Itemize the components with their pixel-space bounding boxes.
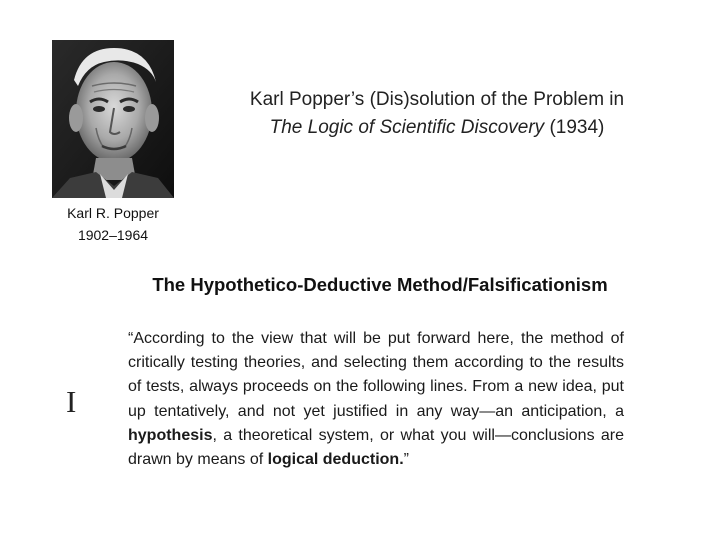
section-heading: The Hypothetico-Deductive Method/Falsificationism bbox=[152, 274, 608, 295]
quote-text-1: “According to the view that will be put forward here, the method of critically testing theories, and selecting them according to the results of tests, always proceeds on the following lines. From a new idea, put up tentatively, and not yet justified in any way—an anticipation, a bbox=[128, 330, 624, 420]
quote-text-2: , a theoretical system, or what you will—conclusions are drawn by means of bbox=[128, 426, 624, 469]
portrait-caption-dates: 1902–1964 bbox=[77, 227, 149, 243]
section-numeral: I bbox=[66, 384, 77, 419]
title-book: The Logic of Scientific Discovery bbox=[269, 117, 545, 138]
title-year: (1934) bbox=[549, 117, 605, 138]
title-line-2 bbox=[206, 114, 668, 142]
quote-text-3: ” bbox=[403, 451, 409, 469]
popper-quote bbox=[128, 327, 624, 472]
quote-emphasis-logical-deduction: logical deduction. bbox=[267, 451, 404, 469]
title-line-1: Karl Popper’s (Dis)solution of the Problem in bbox=[249, 89, 625, 110]
quote-emphasis-hypothesis: hypothesis bbox=[128, 426, 213, 444]
slide-title bbox=[206, 86, 668, 142]
portrait-photo bbox=[52, 40, 174, 198]
portrait-caption-name: Karl R. Popper bbox=[67, 205, 159, 221]
